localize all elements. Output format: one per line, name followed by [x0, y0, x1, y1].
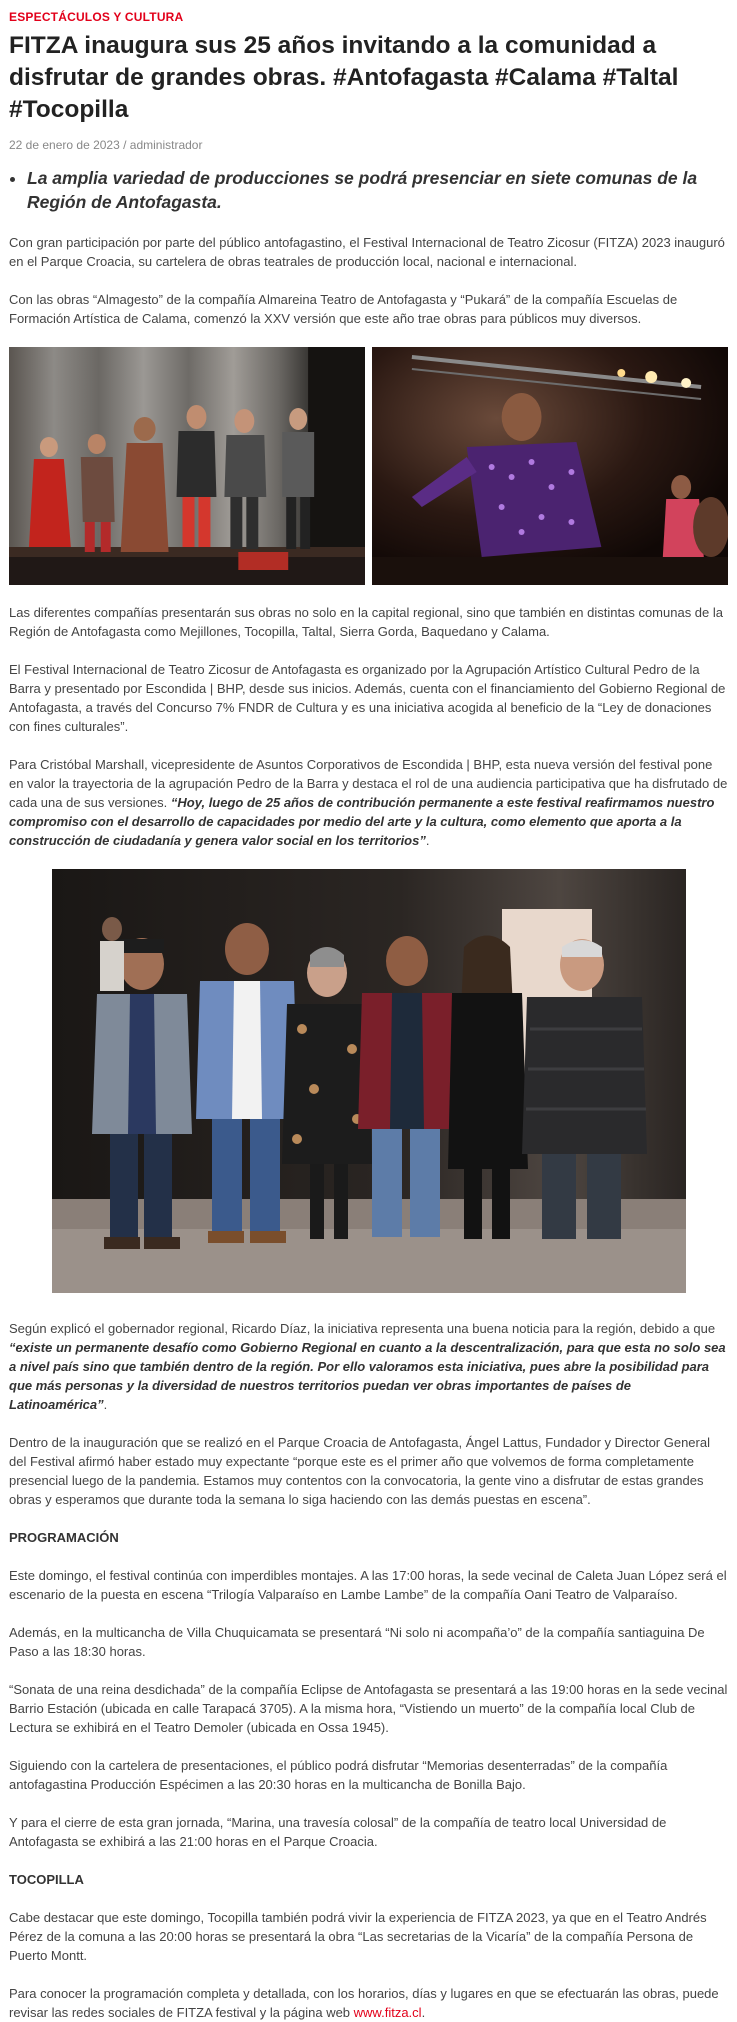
paragraph-14-text: Para conocer la programación completa y detallada, con los horarios, días y lugares en que se efectuarán las obras, puede revisar las redes sociales de FITZA festival y la página web — [9, 1985, 719, 2020]
article-meta — [9, 138, 728, 152]
stage-performer-image — [372, 347, 728, 585]
paragraph-9: Además, en la multicancha de Villa Chuquicamata se presentará “Ni solo ni acompaña’o” de la compañía santiaguina De Paso a las 18:30 horas. — [9, 1624, 705, 1659]
category-link[interactable]: ESPECTÁCULOS Y CULTURA — [9, 10, 184, 24]
paragraph-14 — [9, 1984, 728, 2022]
meta-separator: / — [119, 137, 130, 152]
paragraph-4: El Festival Internacional de Teatro Zicosur de Antofagasta es organizado por la Agrupación Artístico Cultural Pedro de la Barra y presentado por Escondida | BHP, desde sus inicios. Además, cuenta con el financiamiento del Gobierno Regional de Antofagasta, a través del Concurso 7% FNDR de Cultura y es una iniciativa acogida al beneficio de la “Ley de donaciones con fines culturales”. — [9, 661, 726, 734]
group-photo[interactable] — [52, 869, 686, 1293]
paragraph-6-text: Según explicó el gobernador regional, Ricardo Díaz, la iniciativa representa una buena noticia para la región, debido a que — [9, 1320, 716, 1336]
paragraph-12: Y para el cierre de esta gran jornada, “Marina, una travesía colosal” de la compañía de teatro local Universidad de Antofagasta se exhibirá a las 21:00 horas en el Parque Croacia. — [9, 1814, 667, 1849]
paragraph-11: Siguiendo con la cartelera de presentaciones, el público podrá disfrutar “Memorias desenterradas” de la compañía antofagastina Producción Espécimen a las 20:30 horas en la multicancha de Bonilla Bajo. — [9, 1757, 668, 1792]
group-photo-image — [52, 869, 686, 1293]
photo-row — [9, 347, 728, 585]
stage-photo-performer[interactable] — [372, 347, 728, 585]
paragraph-8: Este domingo, el festival continúa con imperdibles montajes. A las 17:00 horas, la sede vecinal de Caleta Juan López será el escenario de la puesta en escena “Trilogía Valparaíso en Lambe Lambe” de la compañía Oani Teatro de Valparaíso. — [9, 1567, 727, 1602]
paragraph-14-end: . — [421, 2004, 426, 2020]
paragraph-3: Las diferentes compañías presentarán sus obras no solo en la capital regional, sino que también en distintas comunas de la Región de Antofagasta como Mejillones, Tocopilla, Taltal, Sierra Gorda, Baquedano y Calama. — [9, 604, 723, 639]
date-link[interactable]: 22 de enero de 2023 — [9, 137, 120, 152]
paragraph-5-text: Para Cristóbal Marshall, vicepresidente de Asuntos Corporativos de Escondida | BHP, esta nueva versión del festival pone en valor la trayectoria de la agrupación Pedro de la Barra y destaca el rol de una audiencia participativa que ha disfrutado de cada una de sus versiones. — [9, 756, 728, 810]
lead-list — [9, 166, 728, 215]
section-programacion: PROGRAMACIÓN — [9, 1529, 119, 1545]
stage-photo-cast[interactable] — [9, 347, 365, 585]
lead-item: • La amplia variedad de producciones se podrá presenciar en siete comunas de la Región de Antofagasta. — [27, 166, 728, 215]
paragraph-6 — [9, 1319, 728, 1414]
diaz-quote: “existe un permanente desafío como Gobierno Regional en cuanto a la descentralización, para que esta no solo sea a nivel país sino que también dentro de la región. Por ello valoramos esta iniciativa, pues abre la posibilidad para que más personas y la diversidad de nuestros territorios puedan ver obras importantes de países de Latinoamérica” — [9, 1339, 726, 1412]
paragraph-5 — [9, 755, 728, 850]
paragraph-1: Con gran participación por parte del público antofagastino, el Festival Internacional de Teatro Zicosur (FITZA) 2023 inauguró en el Parque Croacia, su cartelera de obras teatrales de producción local, nacional e internacional. — [9, 234, 725, 269]
article-title: FITZA inaugura sus 25 años invitando a la comunidad a disfrutar de grandes obras. #Antofagasta #Calama #Taltal #Tocopilla — [9, 32, 679, 123]
paragraph-13: Cabe destacar que este domingo, Tocopilla también podrá vivir la experiencia de FITZA 2023, ya que en el Teatro Andrés Pérez de la comuna a las 20:00 horas se presentará la obra “Las secretarias de la Vicaría” de la compañía Persona de Puerto Montt. — [9, 1909, 707, 1963]
stage-cast-image — [9, 347, 365, 585]
paragraph-6-end: . — [103, 1396, 108, 1412]
fitza-website-link[interactable]: www.fitza.cl — [353, 2004, 422, 2020]
paragraph-2: Con las obras “Almagesto” de la compañía Almareina Teatro de Antofagasta y “Pukará” de la compañía Escuelas de Formación Artística de Calama, comenzó la XXV versión que este año trae obras para públicos muy diversos. — [9, 291, 678, 326]
paragraph-5-end: . — [425, 832, 430, 848]
marshall-quote: “Hoy, luego de 25 años de contribución permanente a este festival reafirmamos nuestro compromiso con el desarrollo de capacidades por medio del arte y la cultura, como elemento que aporta a la construcción de ciudadanía y genera valor social en los territorios” — [9, 794, 715, 848]
paragraph-10: “Sonata de una reina desdichada” de la compañía Eclipse de Antofagasta se presentará a las 19:00 horas en la sede vecinal Barrio Estación (ubicada en calle Tarapacá 3705). A la misma hora, “Vistiendo un muerto” de la compañía local Club de Lectura se exhibirá en el Teatro Demoler (ubicada en Ossa 1945). — [9, 1681, 728, 1735]
section-tocopilla: TOCOPILLA — [9, 1871, 84, 1887]
paragraph-7: Dentro de la inauguración que se realizó en el Parque Croacia de Antofagasta, Ángel Lattus, Fundador y Director General del Festival afirmó haber estado muy expectante “porque este es el primer año que volvemos de forma completamente presencial luego de la pandemia. Estamos muy contentos con la convocatoria, la gente vino a disfrutar de estas grandes obras y esperamos que durante toda la semana lo siga haciendo con las demás puestas en escena”. — [9, 1434, 710, 1507]
author-link[interactable]: administrador — [129, 137, 203, 152]
